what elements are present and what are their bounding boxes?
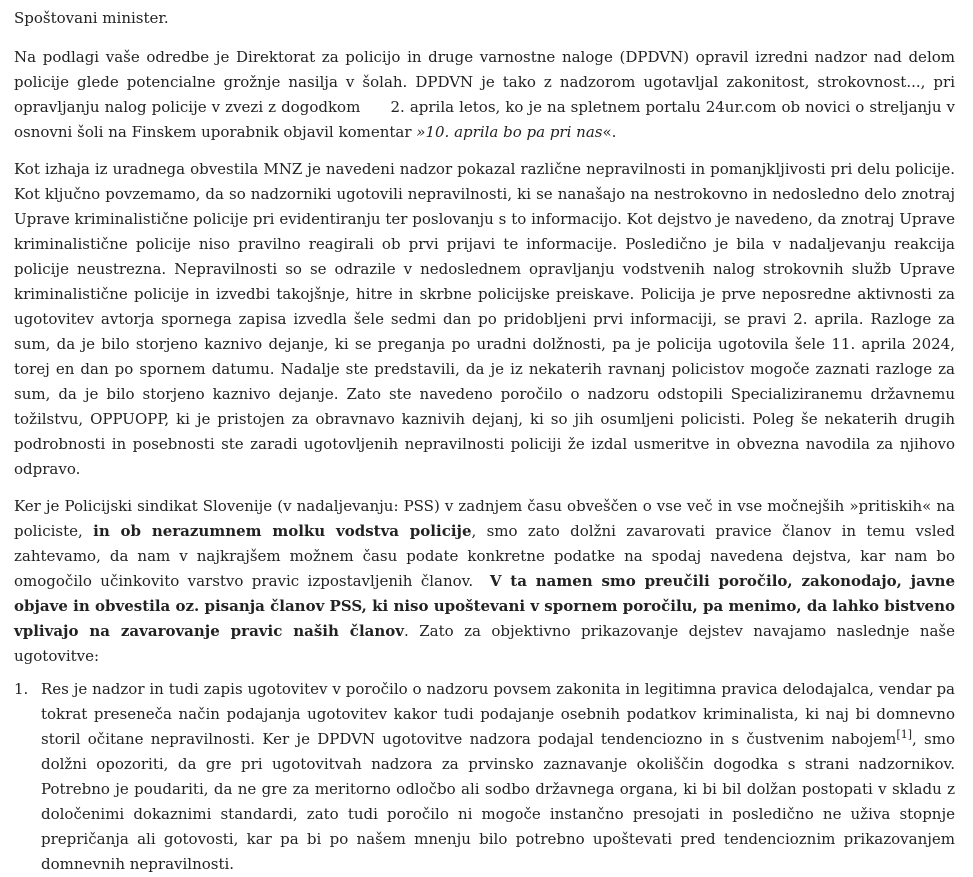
paragraph-intro-text-b: «. — [602, 123, 617, 141]
comment-quote: »10. aprila bo pa pri nas — [416, 123, 603, 141]
paragraph-union-position — [14, 494, 965, 669]
paragraph-union-text-b: , smo zato dolžni zavarovati pravice članov in temu vsled zahtevamo, da nam v najkrajšem možnem času podate konkretne podatke na spodaj navedena dejstva, kar nam bo omogočilo učinkovito varstvo pravic izpostavljenih članov. — [14, 522, 965, 590]
paragraph-union-text-a: Ker je Policijski sindikat Slovenije (v nadaljevanju: PSS) v zadnjem času obveščen o vse več in vse močnejših »pritiskih« na policiste, — [14, 497, 955, 540]
bold-silence-phrase: in ob nerazumnem molku vodstva policije — [93, 522, 472, 540]
salutation: Spoštovani minister. — [14, 9, 169, 27]
bold-review-statement: V ta namen smo preučili poročilo, zakonodajo, javne objave in obvestila oz. pisanja članov PSS, ki niso upoštevani v spornem poročilu, pa menimo, da lahko bistveno vplivajo na zavarovanje pravic naših članov — [14, 572, 955, 640]
footnote-link[interactable]: [1] — [896, 728, 913, 741]
list-item-number: 1. — [14, 680, 29, 698]
list-item-text-a: Res je nadzor in tudi zapis ugotovitev v poročilo o nadzoru povsem zakonita in legitimna pravica delodajalca, vendar pa tokrat preseneča način podajanja ugotovitev kakor tudi podajanje osebnih podatkov kriminalista, ki naj bi domnevno storil očitane nepravilnosti. Ker je DPDVN ugotovitve nadzora podajal tendenciozno in s čustvenim nabojem — [41, 680, 955, 748]
list-item — [14, 677, 955, 877]
paragraph-findings-summary: Kot izhaja iz uradnega obvestila MNZ je navedeni nadzor pokazal različne nepravilnosti in pomanjkljivosti pri delu policije. Kot ključno povzemamo, da so nadzorniki ugotovili nepravilnosti, ki se nanašajo na nestrokovno in nedosledno delo znotraj Uprave kriminalistične policije pri evidentiranju ter poslovanju s to informacijo. Kot dejstvo je navedeno, da znotraj Uprave kriminalistične policije niso pravilno reagirali ob prvi prijavi te informacije. Posledično je bila v nadaljevanju reakcija policije neustrezna. Nepravilnosti so se odrazile v nedoslednem opravljanju vodstvenih nalog strokovnih služb Uprave kriminalistične policije in izvedbi takojšnje, hitre in skrbne policijske preiskave. Policija je prve neposredne aktivnosti za ugotovitev avtorja spornega zapisa izvedla šele sedmi dan po pridobljeni prvi informaciji, se pravi 2. aprila. Razloge za sum, da je bilo storjeno kaznivo dejanje, ki se preganja po uradni dolžnosti, pa je policija ugotovila šele 11. aprila 2024, torej en dan po spornem datumu. Nadalje ste predstavili, da je iz nekaterih ravnanj policistov mogoče zaznati razloge za sum, da je bilo storjeno kaznivo dejanje. Zato ste navedeno poročilo o nadzoru odstopili Specializiranemu državnemu tožilstvu, OPPUOPP, ki je pristojen za obravnavo kaznivih dejanj, ki so jih osumljeni policisti. Poleg še nekaterih drugih podrobnosti in posebnosti ste zaradi ugotovljenih nepravilnosti policiji že izdal usmeritve in obvezna navodila za njihovo odpravo. — [14, 160, 955, 478]
paragraph-union-text-c: . Zato za objektivno prikazovanje dejstev navajamo naslednje naše ugotovitve: — [14, 622, 955, 665]
paragraph-intro — [14, 45, 960, 145]
paragraph-intro-text-a: Na podlagi vaše odredbe je Direktorat za policijo in druge varnostne naloge (DPDVN) opravil izredni nadzor nad delom policije glede potencialne grožnje nasilja v šolah. DPDVN je tako z nadzorom ugotavljal zakonitost, strokovnost..., pri opravljanju nalog policije v zvezi z dogodkom 2. aprila letos, ko je na spletnem portalu 24ur.com ob novici o streljanju v osnovni šoli na Finskem uporabnik objavil komentar — [14, 48, 960, 141]
findings-list — [14, 677, 955, 877]
list-item-text-b: , smo dolžni opozoriti, da gre pri ugotovitvah nadzora za prvinsko zaznavanje okoliščin dogodka s strani nadzornikov. Potrebno je poudariti, da ne gre za meritorno odločbo ali sodbo državnega organa, ki bi bil dolžan postopati v skladu z določenimi dokaznimi standardi, zato tudi poročilo ni mogoče instančno presojati in posledično ne uživa stopnje prepričanja ali gotovosti, kar pa bi po našem mnenju bilo potrebno upoštevati pred tendencioznim prikazovanjem domnevnih nepravilnosti. — [41, 730, 955, 873]
